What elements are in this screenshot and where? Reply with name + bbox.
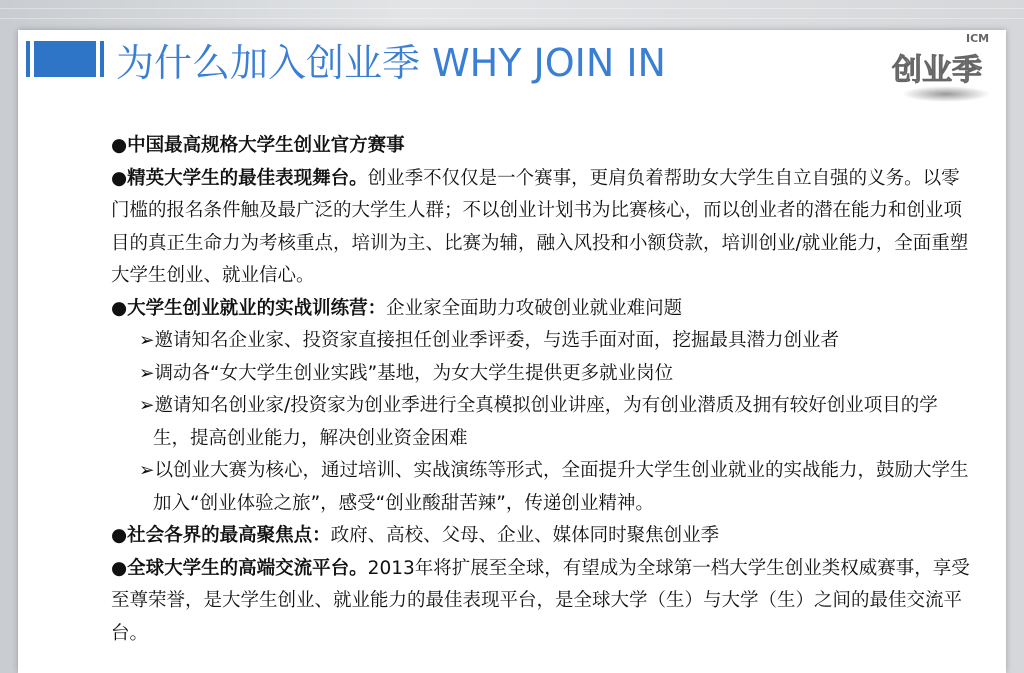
bullet-text: 企业家全面助力攻破创业就业难问题 [386, 297, 683, 319]
bullet-mark: ● [111, 135, 128, 156]
sub-bullet [111, 358, 973, 391]
bullet-text: 政府、高校、父母、企业、媒体同时聚焦创业季 [330, 525, 720, 546]
accent-bar [26, 41, 30, 77]
sub-bullet-text: 邀请知名创业家/投资家为创业季进行全真模拟创业讲座，为有创业潜质及拥有较好创业项目的学生，提高创业能力，解决创业资金困难 [153, 395, 938, 449]
content [111, 130, 973, 650]
sub-bullet [111, 390, 973, 455]
sub-bullet-text: 邀请知名企业家、投资家直接担任创业季评委，与选手面对面，挖掘最具潜力创业者 [154, 330, 840, 351]
sub-bullet-text: 调动各“女大学生创业实践”基地，为女大学生提供更多就业岗位 [154, 362, 674, 384]
bullet-text: 2013年将扩展至全球，有望成为全球第一档大学生创业类权威赛事，享受至尊荣誉，是大学生创业、就业能力的最佳表现平台，是全球大学（生）与大学（生）之间的最佳交流平台。 [111, 557, 970, 644]
bullet-heading: 大学生创业就业的实战训练营： [127, 297, 387, 319]
page-title: 为什么加入创业季 WHY JOIN IN [116, 40, 666, 85]
title-bar [26, 38, 666, 85]
sub-bullet-mark: ➢ [139, 330, 155, 351]
sub-bullet [111, 325, 973, 358]
bullet-mark: ● [111, 167, 128, 189]
bullet-heading: 精英大学生的最佳表现舞台。 [127, 167, 368, 189]
bullet-heading: 中国最高规格大学生创业官方赛事 [127, 135, 405, 156]
logo-text: 创业季 [892, 53, 982, 88]
sub-bullet-mark: ➢ [139, 362, 155, 384]
sub-bullet-mark: ➢ [139, 395, 155, 416]
bullet [111, 553, 973, 651]
bullet-heading: 全球大学生的高端交流平台。 [127, 557, 368, 579]
bullet [111, 520, 973, 553]
bullet-text: 创业季不仅仅是一个赛事，更肩负着帮助女大学生自立自强的义务。以零门槛的报名条件触及最广泛的大学生人群；不以创业计划书为比赛核心，而以创业者的潜在能力和创业项目的真正生命力为考核重点，培训为主、比赛为辅，融入风投和小额贷款，培训创业/就业能力，全面重塑大学生创业、就业信心。 [111, 167, 969, 286]
bullet [111, 293, 973, 326]
chuangyeji-logo-icon [888, 30, 1000, 104]
accent-bar [100, 41, 104, 77]
bullet-mark: ● [111, 297, 128, 319]
bullet-mark: ● [111, 525, 128, 546]
sub-bullet [111, 455, 973, 520]
bullet-heading: 社会各界的最高聚焦点： [127, 525, 331, 546]
bullet [111, 163, 973, 293]
sub-bullet-text: 以创业大赛为核心，通过培训、实战演练等形式，全面提升大学生创业就业的实战能力，鼓励大学生加入“创业体验之旅”，感受“创业酸甜苦辣”，传递创业精神。 [153, 460, 969, 514]
bullet [111, 130, 973, 163]
bullet-mark: ● [111, 557, 128, 579]
sub-bullet-mark: ➢ [139, 460, 155, 481]
accent-bar [34, 41, 96, 77]
logo-tag: ICM [966, 32, 990, 45]
